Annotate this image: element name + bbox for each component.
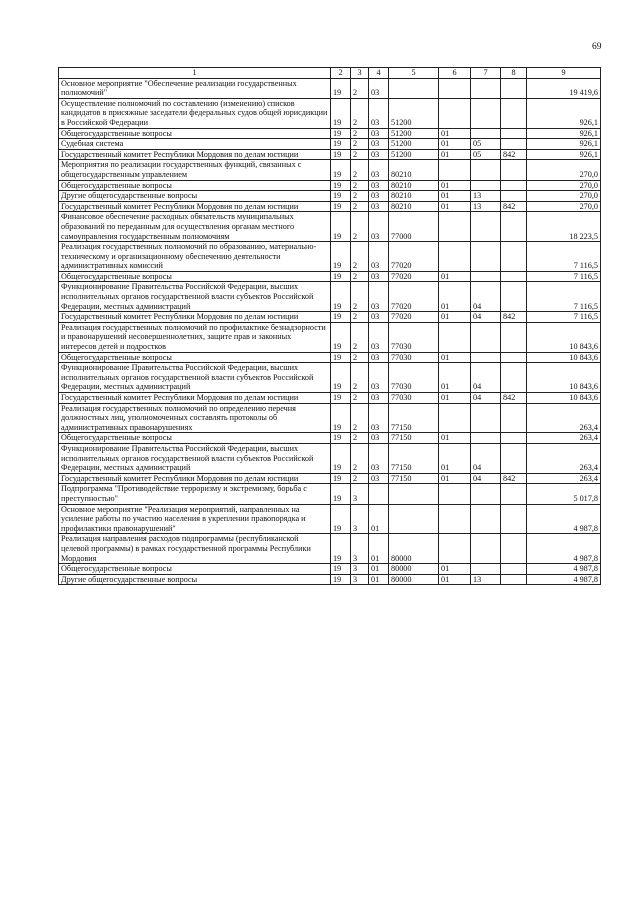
row-amount-cell: 263,4 — [527, 433, 601, 444]
row-code-cell — [439, 484, 471, 504]
table-row — [59, 403, 601, 433]
row-amount-cell: 270,0 — [527, 180, 601, 191]
row-code-cell: 80210 — [389, 191, 439, 202]
row-code-cell: 03 — [369, 242, 389, 272]
row-code-cell — [471, 504, 501, 534]
table-row — [59, 312, 601, 323]
table-row — [59, 484, 601, 504]
row-code-cell: 19 — [331, 191, 351, 202]
row-code-cell: 842 — [501, 149, 527, 160]
row-code-cell: 13 — [471, 191, 501, 202]
row-code-cell — [439, 534, 471, 564]
table-row — [59, 473, 601, 484]
row-code-cell: 2 — [351, 78, 369, 98]
row-amount-cell: 10 843,6 — [527, 393, 601, 404]
row-code-cell: 80210 — [389, 201, 439, 212]
row-code-cell: 77020 — [389, 242, 439, 272]
row-code-cell: 3 — [351, 574, 369, 585]
row-code-cell: 51200 — [389, 139, 439, 150]
row-code-cell: 01 — [439, 128, 471, 139]
row-amount-cell: 10 843,6 — [527, 352, 601, 363]
row-code-cell: 13 — [471, 201, 501, 212]
row-code-cell: 03 — [369, 78, 389, 98]
row-code-cell: 03 — [369, 98, 389, 128]
row-code-cell — [501, 484, 527, 504]
row-code-cell — [471, 160, 501, 180]
row-name-cell: Общегосударственные вопросы — [59, 128, 331, 139]
row-amount-cell: 10 843,6 — [527, 322, 601, 352]
row-code-cell — [501, 322, 527, 352]
row-code-cell: 2 — [351, 201, 369, 212]
row-code-cell — [501, 403, 527, 433]
row-amount-cell: 7 116,5 — [527, 312, 601, 323]
row-code-cell: 19 — [331, 149, 351, 160]
row-code-cell: 51200 — [389, 128, 439, 139]
row-name-cell: Функционирование Правительства Российской Федерации, высших исполнительных органов государственной власти субъектов Российской Федерации, местных администраций — [59, 282, 331, 312]
row-code-cell: 03 — [369, 322, 389, 352]
row-name-cell: Осуществление полномочий по составлению (изменению) списков кандидатов в присяжные заседатели федеральных судов общей юрисдикции в Российской Федерации — [59, 98, 331, 128]
table-row — [59, 212, 601, 242]
row-code-cell — [501, 78, 527, 98]
row-name-cell: Государственный комитет Республики Мордовия по делам юстиции — [59, 473, 331, 484]
header-cell: 5 — [389, 68, 439, 79]
row-code-cell — [471, 98, 501, 128]
header-cell: 9 — [527, 68, 601, 79]
row-code-cell — [471, 242, 501, 272]
row-amount-cell: 926,1 — [527, 149, 601, 160]
row-name-cell: Реализация государственных полномочий по профилактике безнадзорности и правонарушений несовершеннолетних, защите прав и законных интересов детей и подростков — [59, 322, 331, 352]
row-name-cell: Общегосударственные вопросы — [59, 352, 331, 363]
row-code-cell: 05 — [471, 149, 501, 160]
row-name-cell: Подпрограмма "Противодействие терроризму и экстремизму, борьба с преступностью" — [59, 484, 331, 504]
row-code-cell: 04 — [471, 393, 501, 404]
row-code-cell: 19 — [331, 363, 351, 393]
table-row — [59, 191, 601, 202]
row-code-cell: 2 — [351, 242, 369, 272]
row-code-cell: 03 — [369, 128, 389, 139]
row-code-cell: 2 — [351, 98, 369, 128]
row-code-cell — [501, 139, 527, 150]
table-row — [59, 128, 601, 139]
row-code-cell: 19 — [331, 443, 351, 473]
row-code-cell — [501, 128, 527, 139]
row-amount-cell: 7 116,5 — [527, 271, 601, 282]
row-amount-cell: 4 987,8 — [527, 534, 601, 564]
budget-table — [58, 67, 601, 585]
row-code-cell — [471, 352, 501, 363]
row-code-cell: 01 — [439, 271, 471, 282]
row-code-cell: 03 — [369, 443, 389, 473]
row-code-cell: 03 — [369, 201, 389, 212]
row-code-cell: 19 — [331, 403, 351, 433]
budget-table-container — [58, 67, 600, 585]
row-amount-cell: 263,4 — [527, 473, 601, 484]
table-row — [59, 180, 601, 191]
row-name-cell: Общегосударственные вопросы — [59, 433, 331, 444]
row-code-cell — [501, 282, 527, 312]
row-code-cell: 2 — [351, 212, 369, 242]
row-code-cell — [501, 180, 527, 191]
row-code-cell: 19 — [331, 312, 351, 323]
row-code-cell: 2 — [351, 128, 369, 139]
row-code-cell: 77030 — [389, 363, 439, 393]
row-code-cell: 19 — [331, 160, 351, 180]
row-code-cell: 13 — [471, 574, 501, 585]
row-code-cell: 2 — [351, 191, 369, 202]
row-code-cell: 51200 — [389, 149, 439, 160]
row-amount-cell: 926,1 — [527, 98, 601, 128]
row-code-cell: 04 — [471, 363, 501, 393]
row-code-cell — [501, 98, 527, 128]
row-code-cell — [471, 433, 501, 444]
table-row — [59, 139, 601, 150]
row-code-cell: 842 — [501, 473, 527, 484]
row-code-cell: 19 — [331, 574, 351, 585]
row-code-cell: 01 — [369, 504, 389, 534]
row-code-cell: 19 — [331, 504, 351, 534]
row-code-cell: 03 — [369, 160, 389, 180]
row-code-cell: 3 — [351, 534, 369, 564]
row-code-cell: 01 — [439, 180, 471, 191]
row-name-cell: Реализация государственных полномочий по определению перечня должностных лиц, уполномоченных составлять протоколы об административных правонарушениях — [59, 403, 331, 433]
row-code-cell: 19 — [331, 564, 351, 575]
row-amount-cell: 926,1 — [527, 128, 601, 139]
row-code-cell — [389, 504, 439, 534]
row-code-cell — [471, 180, 501, 191]
row-code-cell: 01 — [439, 201, 471, 212]
row-code-cell: 19 — [331, 201, 351, 212]
row-code-cell: 2 — [351, 473, 369, 484]
row-name-cell: Основное мероприятие "Обеспечение реализации государственных полномочий" — [59, 78, 331, 98]
row-name-cell: Общегосударственные вопросы — [59, 180, 331, 191]
row-code-cell — [439, 403, 471, 433]
header-cell: 4 — [369, 68, 389, 79]
row-code-cell — [501, 363, 527, 393]
row-code-cell: 01 — [439, 433, 471, 444]
row-code-cell: 2 — [351, 282, 369, 312]
table-row — [59, 433, 601, 444]
row-amount-cell: 10 843,6 — [527, 363, 601, 393]
row-code-cell: 2 — [351, 149, 369, 160]
row-code-cell: 77020 — [389, 282, 439, 312]
table-row — [59, 98, 601, 128]
row-code-cell: 2 — [351, 139, 369, 150]
row-code-cell: 842 — [501, 393, 527, 404]
row-code-cell: 03 — [369, 180, 389, 191]
row-code-cell: 2 — [351, 393, 369, 404]
row-name-cell: Государственный комитет Республики Мордовия по делам юстиции — [59, 149, 331, 160]
table-row — [59, 534, 601, 564]
row-code-cell: 03 — [369, 363, 389, 393]
row-code-cell: 80000 — [389, 574, 439, 585]
row-code-cell: 19 — [331, 128, 351, 139]
row-code-cell: 19 — [331, 180, 351, 191]
row-code-cell: 01 — [439, 363, 471, 393]
row-code-cell — [439, 160, 471, 180]
row-code-cell: 01 — [369, 574, 389, 585]
row-code-cell: 19 — [331, 78, 351, 98]
row-amount-cell: 270,0 — [527, 160, 601, 180]
row-code-cell: 77030 — [389, 352, 439, 363]
row-code-cell: 2 — [351, 443, 369, 473]
row-code-cell: 2 — [351, 160, 369, 180]
row-code-cell: 01 — [439, 282, 471, 312]
row-code-cell: 2 — [351, 403, 369, 433]
row-code-cell: 2 — [351, 322, 369, 352]
row-code-cell: 19 — [331, 473, 351, 484]
row-code-cell: 01 — [369, 534, 389, 564]
row-code-cell: 03 — [369, 282, 389, 312]
row-name-cell: Судебная система — [59, 139, 331, 150]
table-header-row — [59, 68, 601, 79]
row-code-cell: 03 — [369, 352, 389, 363]
row-code-cell: 19 — [331, 393, 351, 404]
row-code-cell: 2 — [351, 433, 369, 444]
row-code-cell: 04 — [471, 473, 501, 484]
table-row — [59, 322, 601, 352]
table-row — [59, 160, 601, 180]
row-code-cell: 03 — [369, 139, 389, 150]
row-code-cell — [501, 160, 527, 180]
row-code-cell — [439, 504, 471, 534]
table-row — [59, 363, 601, 393]
row-name-cell: Другие общегосударственные вопросы — [59, 191, 331, 202]
row-name-cell: Государственный комитет Республики Мордовия по делам юстиции — [59, 393, 331, 404]
row-code-cell — [501, 534, 527, 564]
row-code-cell: 04 — [471, 282, 501, 312]
row-code-cell: 77030 — [389, 393, 439, 404]
row-code-cell — [471, 212, 501, 242]
row-code-cell: 19 — [331, 433, 351, 444]
row-code-cell: 3 — [351, 504, 369, 534]
row-amount-cell: 263,4 — [527, 443, 601, 473]
row-amount-cell: 18 223,5 — [527, 212, 601, 242]
table-row — [59, 78, 601, 98]
header-cell: 8 — [501, 68, 527, 79]
row-code-cell — [501, 352, 527, 363]
row-name-cell: Основное мероприятие "Реализация мероприятий, направленных на усиление работы по участию населения в укреплении правопорядка и профилактики правонарушений" — [59, 504, 331, 534]
row-code-cell — [471, 564, 501, 575]
row-code-cell: 01 — [439, 312, 471, 323]
row-code-cell: 80000 — [389, 534, 439, 564]
row-amount-cell: 270,0 — [527, 201, 601, 212]
row-amount-cell: 4 987,8 — [527, 504, 601, 534]
row-code-cell: 2 — [351, 352, 369, 363]
row-name-cell: Функционирование Правительства Российской Федерации, высших исполнительных органов государственной власти субъектов Российской Федерации, местных администраций — [59, 443, 331, 473]
row-code-cell: 77000 — [389, 212, 439, 242]
row-code-cell: 03 — [369, 149, 389, 160]
row-amount-cell: 4 987,8 — [527, 564, 601, 575]
row-code-cell — [501, 242, 527, 272]
row-name-cell: Функционирование Правительства Российской Федерации, высших исполнительных органов государственной власти субъектов Российской Федерации, местных администраций — [59, 363, 331, 393]
row-code-cell: 2 — [351, 312, 369, 323]
row-code-cell: 77150 — [389, 443, 439, 473]
row-code-cell — [501, 443, 527, 473]
row-code-cell: 01 — [439, 393, 471, 404]
header-cell: 1 — [59, 68, 331, 79]
row-amount-cell: 263,4 — [527, 403, 601, 433]
row-amount-cell: 4 987,8 — [527, 574, 601, 585]
row-code-cell: 19 — [331, 322, 351, 352]
header-cell: 2 — [331, 68, 351, 79]
row-code-cell — [439, 98, 471, 128]
row-code-cell: 80210 — [389, 180, 439, 191]
row-code-cell: 01 — [369, 564, 389, 575]
row-code-cell: 01 — [439, 443, 471, 473]
row-code-cell: 77020 — [389, 312, 439, 323]
row-name-cell: Финансовое обеспечение расходных обязательств муниципальных образований по переданным для осуществления органам местного самоуправления государственным полномочиям — [59, 212, 331, 242]
row-code-cell — [471, 534, 501, 564]
row-code-cell — [471, 271, 501, 282]
row-code-cell: 80000 — [389, 564, 439, 575]
table-row — [59, 271, 601, 282]
row-code-cell: 01 — [439, 473, 471, 484]
table-row — [59, 504, 601, 534]
row-code-cell: 19 — [331, 139, 351, 150]
row-code-cell — [501, 212, 527, 242]
row-code-cell: 01 — [439, 574, 471, 585]
row-name-cell: Общегосударственные вопросы — [59, 564, 331, 575]
row-code-cell: 51200 — [389, 98, 439, 128]
row-code-cell: 05 — [471, 139, 501, 150]
row-code-cell — [501, 271, 527, 282]
row-code-cell: 19 — [331, 352, 351, 363]
row-code-cell — [501, 191, 527, 202]
row-code-cell: 03 — [369, 433, 389, 444]
row-code-cell: 19 — [331, 282, 351, 312]
row-code-cell: 842 — [501, 201, 527, 212]
row-code-cell: 04 — [471, 443, 501, 473]
row-code-cell: 19 — [331, 534, 351, 564]
row-code-cell — [471, 403, 501, 433]
page-number: 69 — [592, 42, 602, 52]
row-code-cell: 842 — [501, 312, 527, 323]
table-row — [59, 282, 601, 312]
row-amount-cell: 5 017,8 — [527, 484, 601, 504]
row-code-cell: 77030 — [389, 322, 439, 352]
row-code-cell: 3 — [351, 484, 369, 504]
row-code-cell — [471, 78, 501, 98]
header-cell: 3 — [351, 68, 369, 79]
header-cell: 7 — [471, 68, 501, 79]
row-code-cell: 77020 — [389, 271, 439, 282]
row-name-cell: Реализация государственных полномочий по образованию, материально-техническому и организационному обеспечению деятельности административных комиссий — [59, 242, 331, 272]
row-name-cell: Государственный комитет Республики Мордовия по делам юстиции — [59, 312, 331, 323]
table-row — [59, 443, 601, 473]
table-row — [59, 201, 601, 212]
row-code-cell: 19 — [331, 484, 351, 504]
row-code-cell: 01 — [439, 191, 471, 202]
table-row — [59, 393, 601, 404]
row-code-cell — [439, 212, 471, 242]
row-code-cell — [501, 433, 527, 444]
row-code-cell — [471, 322, 501, 352]
row-code-cell — [501, 574, 527, 585]
row-code-cell — [439, 78, 471, 98]
row-code-cell: 01 — [439, 149, 471, 160]
table-row — [59, 149, 601, 160]
row-code-cell: 19 — [331, 271, 351, 282]
row-amount-cell: 270,0 — [527, 191, 601, 202]
row-code-cell — [439, 322, 471, 352]
row-code-cell: 19 — [331, 212, 351, 242]
row-code-cell — [501, 564, 527, 575]
table-row — [59, 242, 601, 272]
table-row — [59, 564, 601, 575]
row-code-cell: 77150 — [389, 473, 439, 484]
row-code-cell: 03 — [369, 212, 389, 242]
row-code-cell — [439, 242, 471, 272]
row-code-cell: 19 — [331, 98, 351, 128]
row-amount-cell: 926,1 — [527, 139, 601, 150]
row-code-cell: 03 — [369, 191, 389, 202]
row-name-cell: Общегосударственные вопросы — [59, 271, 331, 282]
row-code-cell: 80210 — [389, 160, 439, 180]
row-code-cell — [369, 484, 389, 504]
row-code-cell: 19 — [331, 242, 351, 272]
row-code-cell: 01 — [439, 352, 471, 363]
row-name-cell: Реализация направления расходов подпрограммы (республиканской целевой программы) в рамках государственной программы Республики Мордовия — [59, 534, 331, 564]
row-code-cell — [471, 484, 501, 504]
row-code-cell: 03 — [369, 271, 389, 282]
row-code-cell — [471, 128, 501, 139]
row-code-cell — [389, 484, 439, 504]
row-code-cell: 77150 — [389, 403, 439, 433]
row-name-cell: Другие общегосударственные вопросы — [59, 574, 331, 585]
row-name-cell: Мероприятия по реализации государственных функций, связанных с общегосударственным управлением — [59, 160, 331, 180]
row-code-cell: 03 — [369, 312, 389, 323]
row-code-cell — [501, 504, 527, 534]
row-code-cell: 2 — [351, 363, 369, 393]
header-cell: 6 — [439, 68, 471, 79]
row-amount-cell: 7 116,5 — [527, 282, 601, 312]
row-code-cell: 77150 — [389, 433, 439, 444]
row-code-cell: 03 — [369, 403, 389, 433]
row-code-cell: 2 — [351, 271, 369, 282]
table-row — [59, 352, 601, 363]
table-row — [59, 574, 601, 585]
row-code-cell: 2 — [351, 180, 369, 191]
row-amount-cell: 7 116,5 — [527, 242, 601, 272]
row-code-cell: 03 — [369, 473, 389, 484]
row-code-cell: 01 — [439, 564, 471, 575]
row-code-cell: 01 — [439, 139, 471, 150]
row-code-cell: 03 — [369, 393, 389, 404]
row-name-cell: Государственный комитет Республики Мордовия по делам юстиции — [59, 201, 331, 212]
row-amount-cell: 19 419,6 — [527, 78, 601, 98]
row-code-cell: 04 — [471, 312, 501, 323]
row-code-cell: 3 — [351, 564, 369, 575]
row-code-cell — [389, 78, 439, 98]
